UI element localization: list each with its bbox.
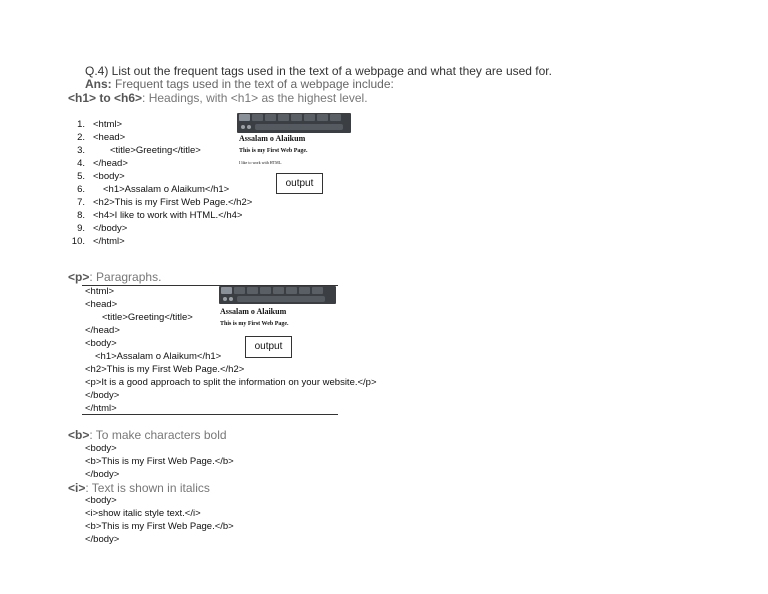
code-line: <h2>This is my First Web Page.</h2> <box>85 364 245 375</box>
preview-h2: This is my First Web Page. <box>239 148 308 154</box>
code-line: 7. <h2>This is my First Web Page.</h2> <box>77 197 253 208</box>
browser-tabs <box>221 287 323 295</box>
code-line: <h1>Assalam o Alaikum</h1> <box>95 351 222 362</box>
code-line: <html> <box>85 286 115 297</box>
code-line: <p>It is a good approach to split the information on your website.</p> <box>85 377 377 388</box>
code-line: 4. </head> <box>77 158 128 169</box>
back-icon <box>241 125 245 129</box>
bold-code-block <box>85 442 234 481</box>
headings-section-title <box>68 91 368 105</box>
browser-toolbar <box>237 113 351 133</box>
code-line: </html> <box>85 403 117 414</box>
bold-section-title <box>68 428 227 442</box>
italic-tag: <i> <box>68 481 86 495</box>
headings-code-list <box>68 118 252 248</box>
paragraphs-section-title <box>68 270 161 284</box>
code-line: 9. </body> <box>77 223 128 234</box>
code-line: </head> <box>85 325 120 336</box>
code-line: </body> <box>85 390 120 401</box>
answer-text: Frequent tags used in the text of a webpage include: <box>111 77 394 91</box>
italic-section-title <box>68 481 210 495</box>
answer-label: Ans: <box>85 77 112 91</box>
browser-toolbar <box>219 286 336 304</box>
reload-icon <box>247 125 251 129</box>
code-line: </body> <box>85 534 120 545</box>
address-bar <box>237 296 325 302</box>
code-line: <title>Greeting</title> <box>102 312 193 323</box>
code-line: <i>show italic style text.</i> <box>85 508 201 519</box>
code-line: 1. <html> <box>77 119 123 130</box>
code-line: 3. <title>Greeting</title> <box>77 145 201 156</box>
answer-line <box>85 77 394 91</box>
italic-desc: : Text is shown in italics <box>85 481 210 495</box>
italic-code-block <box>85 494 234 546</box>
preview-h1: Assalam o Alaikum <box>239 134 306 143</box>
bold-desc: : To make characters bold <box>89 428 227 442</box>
address-bar <box>255 124 343 130</box>
code-line: <body> <box>85 338 117 349</box>
preview-h4: I like to work with HTML. <box>239 160 283 165</box>
paragraphs-desc: : Paragraphs. <box>89 270 162 284</box>
headings-browser-preview <box>237 113 351 169</box>
code-line: <b>This is my First Web Page.</b> <box>85 521 234 532</box>
headings-output-label: output <box>276 173 323 194</box>
code-line: <body> <box>85 443 117 454</box>
paragraphs-browser-preview <box>219 286 336 332</box>
back-icon <box>223 297 227 301</box>
code-line: <b>This is my First Web Page.</b> <box>85 456 234 467</box>
code-line: </body> <box>85 469 120 480</box>
code-line: 5. <body> <box>77 171 125 182</box>
code-line: 2. <head> <box>77 132 126 143</box>
browser-tabs <box>239 114 341 122</box>
question-text: Q.4) List out the frequent tags used in the text of a webpage and what they are used for. <box>85 64 552 78</box>
preview-h1: Assalam o Alaikum <box>220 307 287 316</box>
reload-icon <box>229 297 233 301</box>
bottom-divider <box>82 414 338 415</box>
paragraphs-output-label: output <box>245 336 292 358</box>
preview-h2: This is my First Web Page. <box>220 321 289 327</box>
code-line: 10. </html> <box>71 236 125 247</box>
paragraphs-tag: <p> <box>68 270 90 284</box>
code-line: <body> <box>85 495 117 506</box>
code-line: 8. <h4>I like to work with HTML.</h4> <box>77 210 243 221</box>
headings-desc: : Headings, with <h1> as the highest level. <box>142 91 368 105</box>
code-line: 6. <h1>Assalam o Alaikum</h1> <box>77 184 230 195</box>
code-line: <head> <box>85 299 118 310</box>
headings-tag: <h1> to <h6> <box>68 91 143 105</box>
bold-tag: <b> <box>68 428 90 442</box>
